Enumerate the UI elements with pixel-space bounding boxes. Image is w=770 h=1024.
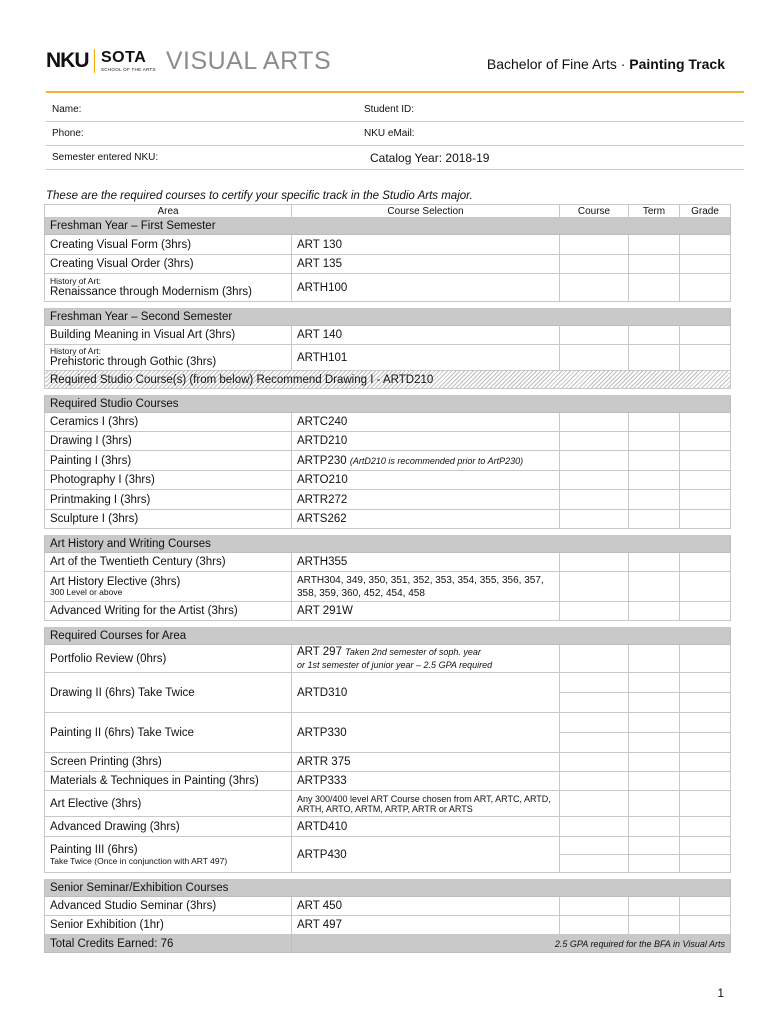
- table-row: [45, 572, 731, 602]
- term-input[interactable]: [629, 916, 680, 935]
- course-cell: ARTR 375: [292, 753, 560, 772]
- course-input[interactable]: [560, 713, 629, 753]
- table-row: [45, 772, 731, 791]
- course-cell: ARTH101: [292, 345, 560, 371]
- course-cell: ARTO210: [292, 471, 560, 490]
- student-info: [46, 98, 744, 170]
- course-note: Taken 2nd semester of soph. year: [345, 646, 481, 657]
- name-field[interactable]: Name:: [52, 104, 82, 115]
- col-course: Course: [560, 205, 629, 218]
- logo-divider: [94, 49, 96, 73]
- area-label: Renaissance through Modernism (3hrs): [50, 286, 252, 298]
- area-cell: Materials & Techniques in Painting (3hrs): [45, 772, 292, 791]
- course-cell: ARTC240: [292, 413, 560, 432]
- course-note: (ArtD210 is recommended prior to ArtP230): [349, 455, 524, 466]
- term-input[interactable]: [629, 451, 680, 471]
- area-cell: Painting II (6hrs) Take Twice: [45, 713, 292, 753]
- col-course-selection: Course Selection: [292, 205, 560, 218]
- grade-input[interactable]: [680, 753, 731, 772]
- area-cell: Photography I (3hrs): [45, 471, 292, 490]
- area-cell: Art of the Twentieth Century (3hrs): [45, 553, 292, 572]
- course-input[interactable]: [560, 274, 629, 302]
- course-cell: ARTR272: [292, 490, 560, 510]
- term-input[interactable]: [629, 753, 680, 772]
- course-cell: ART 497: [292, 916, 560, 935]
- hatched-row: [45, 371, 731, 389]
- course-cell: ART 450: [292, 897, 560, 916]
- grade-input[interactable]: [680, 897, 731, 916]
- area-cell: Art Elective (3hrs): [45, 791, 292, 817]
- section-header: [45, 218, 731, 235]
- entry-2[interactable]: [629, 692, 680, 693]
- term-input[interactable]: [629, 791, 680, 817]
- info-row: [46, 146, 744, 170]
- table-row: [45, 274, 731, 302]
- course-cell: ARTP333: [292, 772, 560, 791]
- entry-2[interactable]: [680, 854, 731, 855]
- entry-2[interactable]: [560, 854, 629, 855]
- course-grid: [44, 204, 730, 953]
- student-id-field[interactable]: Student ID:: [364, 104, 415, 115]
- table-row: [45, 673, 731, 713]
- split-cell: [629, 854, 680, 855]
- gpa-note: 2.5 GPA required for the BFA in Visual Arts: [292, 935, 731, 953]
- term-input[interactable]: [629, 345, 680, 371]
- term-input[interactable]: [629, 490, 680, 510]
- area-sublabel: History of Art:: [50, 276, 102, 286]
- split-cell: [629, 732, 680, 733]
- area-cell: Advanced Drawing (3hrs): [45, 817, 292, 837]
- info-row: [46, 98, 744, 122]
- section-title: Freshman Year – First Semester: [45, 218, 731, 235]
- course-input[interactable]: [560, 490, 629, 510]
- course-cell: ART 130: [292, 235, 560, 255]
- area-sublabel: History of Art:: [50, 346, 102, 356]
- table-row: [45, 791, 731, 817]
- course-cell: ARTD210: [292, 432, 560, 451]
- row-gap: [45, 389, 731, 396]
- term-input[interactable]: [629, 897, 680, 916]
- grade-input[interactable]: [680, 235, 731, 255]
- gap-cell: [45, 389, 731, 396]
- entry-2[interactable]: [629, 732, 680, 733]
- track-title: [487, 56, 725, 72]
- term-input[interactable]: [629, 432, 680, 451]
- logo-sota: [101, 50, 156, 73]
- section-header: [45, 396, 731, 413]
- area-cell: Advanced Writing for the Artist (3hrs): [45, 602, 292, 621]
- section-header: [45, 536, 731, 553]
- split-cell: [680, 732, 731, 733]
- table-row: [45, 645, 731, 673]
- course-input[interactable]: [560, 572, 629, 602]
- course-table: [44, 204, 731, 953]
- course-input[interactable]: [560, 753, 629, 772]
- course-input[interactable]: [560, 255, 629, 274]
- grade-input[interactable]: [680, 645, 731, 673]
- area-cell: Advanced Studio Seminar (3hrs): [45, 897, 292, 916]
- course-input[interactable]: [560, 451, 629, 471]
- section-title: Required Studio Courses: [45, 396, 731, 413]
- course-cell: [292, 645, 560, 673]
- split-cell: [560, 732, 629, 733]
- grade-input[interactable]: [680, 791, 731, 817]
- semester-field[interactable]: Semester entered NKU:: [52, 152, 159, 163]
- area-cell: [45, 837, 292, 873]
- split-cell: [629, 692, 680, 693]
- term-input[interactable]: [629, 817, 680, 837]
- table-row: [45, 817, 731, 837]
- logo-sota-subtext: SCHOOL OF THE ARTS: [101, 66, 156, 72]
- course-cell: ART 140: [292, 326, 560, 345]
- grade-input[interactable]: [680, 916, 731, 935]
- section-header: [45, 628, 731, 645]
- total-row: [45, 935, 731, 953]
- hatched-note: Required Studio Course(s) (from below) Recommend Drawing I - ARTD210: [45, 371, 731, 389]
- course-list: ARTH304, 349, 350, 351, 352, 353, 354, 355, 356, 357, 358, 359, 360, 452, 454, 458: [297, 574, 544, 599]
- course-note: or 1st semester of junior year – 2.5 GPA required: [297, 659, 493, 670]
- gap-cell: [45, 621, 731, 628]
- course-input[interactable]: [560, 326, 629, 345]
- col-area: Area: [45, 205, 292, 218]
- course-cell: [292, 572, 560, 602]
- header-divider: [46, 91, 744, 93]
- split-cell: [680, 854, 731, 855]
- course-cell: ART 291W: [292, 602, 560, 621]
- area-sublabel: Take Twice (Once in conjunction with ART 497): [50, 855, 228, 866]
- course-input[interactable]: [560, 645, 629, 673]
- grade-input[interactable]: [680, 673, 731, 713]
- entry-2[interactable]: [680, 732, 731, 733]
- logo-sota-text: SOTA: [101, 48, 147, 66]
- course-input[interactable]: [560, 837, 629, 873]
- area-cell: Drawing I (3hrs): [45, 432, 292, 451]
- table-row: [45, 602, 731, 621]
- table-row: [45, 510, 731, 529]
- area-cell: Senior Exhibition (1hr): [45, 916, 292, 935]
- table-row: [45, 490, 731, 510]
- course-input[interactable]: [560, 471, 629, 490]
- term-input[interactable]: [629, 602, 680, 621]
- course-input[interactable]: [560, 772, 629, 791]
- gap-cell: [45, 529, 731, 536]
- course-input[interactable]: [560, 510, 629, 529]
- course-cell: ARTP430: [292, 837, 560, 873]
- table-row: [45, 255, 731, 274]
- table-row: [45, 471, 731, 490]
- col-term: Term: [629, 205, 680, 218]
- grade-input[interactable]: [680, 553, 731, 572]
- area-label: Painting III (6hrs): [50, 843, 138, 856]
- row-gap: [45, 529, 731, 536]
- course-input[interactable]: [560, 553, 629, 572]
- section-title: Senior Seminar/Exhibition Courses: [45, 880, 731, 897]
- course-cell: ARTH355: [292, 553, 560, 572]
- term-input[interactable]: [629, 837, 680, 873]
- table-row: [45, 326, 731, 345]
- section-header: [45, 880, 731, 897]
- course-input[interactable]: [560, 602, 629, 621]
- page-number: 1: [717, 986, 724, 1000]
- area-cell: Painting I (3hrs): [45, 451, 292, 471]
- grade-input[interactable]: [680, 471, 731, 490]
- grade-input[interactable]: [680, 326, 731, 345]
- table-row: [45, 451, 731, 471]
- area-cell: [45, 345, 292, 371]
- course-input[interactable]: [560, 791, 629, 817]
- term-input[interactable]: [629, 326, 680, 345]
- grade-input[interactable]: [680, 490, 731, 510]
- info-row: [46, 122, 744, 146]
- table-row: [45, 345, 731, 371]
- logo-nku: NKU: [46, 49, 89, 72]
- entry-2[interactable]: [680, 692, 731, 693]
- course-cell: ARTS262: [292, 510, 560, 529]
- grade-input[interactable]: [680, 713, 731, 753]
- section-title: Art History and Writing Courses: [45, 536, 731, 553]
- term-input[interactable]: [629, 673, 680, 713]
- course-code: ART 297: [297, 645, 342, 658]
- course-input[interactable]: [560, 345, 629, 371]
- area-sublabel: 300 Level or above: [50, 587, 123, 597]
- grade-input[interactable]: [680, 345, 731, 371]
- area-cell: Sculpture I (3hrs): [45, 510, 292, 529]
- grade-input[interactable]: [680, 572, 731, 602]
- email-field[interactable]: NKU eMail:: [364, 128, 415, 139]
- area-cell: Portfolio Review (0hrs): [45, 645, 292, 673]
- course-cell: ARTD310: [292, 673, 560, 713]
- section-header: [45, 309, 731, 326]
- track-name: Painting Track: [629, 56, 725, 72]
- table-row: [45, 837, 731, 873]
- term-input[interactable]: [629, 274, 680, 302]
- grade-input[interactable]: [680, 413, 731, 432]
- gap-cell: [45, 873, 731, 880]
- course-code: ARTP230: [297, 454, 347, 467]
- row-gap: [45, 873, 731, 880]
- course-cell: [292, 451, 560, 471]
- table-row: [45, 413, 731, 432]
- course-cell: ARTH100: [292, 274, 560, 302]
- grade-input[interactable]: [680, 451, 731, 471]
- grade-input[interactable]: [680, 255, 731, 274]
- term-input[interactable]: [629, 471, 680, 490]
- area-label: Art History Elective (3hrs): [50, 576, 181, 588]
- section-title: Freshman Year – Second Semester: [45, 309, 731, 326]
- total-credits: Total Credits Earned: 76: [45, 935, 292, 953]
- row-gap: [45, 621, 731, 628]
- grade-input[interactable]: [680, 772, 731, 791]
- catalog-year: Catalog Year: 2018-19: [370, 151, 490, 165]
- area-label: Prehistoric through Gothic (3hrs): [50, 356, 217, 368]
- intro-text: These are the required courses to certify your specific track in the Studio Arts major.: [46, 190, 473, 202]
- term-input[interactable]: [629, 645, 680, 673]
- course-cell: ARTP330: [292, 713, 560, 753]
- col-grade: Grade: [680, 205, 731, 218]
- grade-input[interactable]: [680, 510, 731, 529]
- course-input[interactable]: [560, 673, 629, 713]
- course-cell: Any 300/400 level ART Course chosen from ART, ARTC, ARTD, ARTH, ARTO, ARTM, ARTP, ARTR or ARTS: [292, 791, 560, 817]
- split-cell: [560, 854, 629, 855]
- course-input[interactable]: [560, 817, 629, 837]
- term-input[interactable]: [629, 413, 680, 432]
- table-row: [45, 753, 731, 772]
- section-title: Required Courses for Area: [45, 628, 731, 645]
- grade-input[interactable]: [680, 817, 731, 837]
- term-input[interactable]: [629, 713, 680, 753]
- track-prefix: Bachelor of Fine Arts ·: [486, 56, 630, 72]
- course-input[interactable]: [560, 235, 629, 255]
- course-input[interactable]: [560, 916, 629, 935]
- course-cell: ARTD410: [292, 817, 560, 837]
- course-cell: ART 135: [292, 255, 560, 274]
- table-row: [45, 553, 731, 572]
- term-input[interactable]: [629, 572, 680, 602]
- table-header: [45, 205, 731, 218]
- grade-input[interactable]: [680, 837, 731, 873]
- area-cell: Building Meaning in Visual Art (3hrs): [45, 326, 292, 345]
- table-row: [45, 713, 731, 753]
- entry-2[interactable]: [629, 854, 680, 855]
- term-input[interactable]: [629, 235, 680, 255]
- area-cell: Screen Printing (3hrs): [45, 753, 292, 772]
- split-cell: [680, 692, 731, 693]
- term-input[interactable]: [629, 553, 680, 572]
- split-cell: [560, 692, 629, 693]
- table-row: [45, 916, 731, 935]
- nku-sota-logo: [46, 48, 331, 74]
- course-input[interactable]: [560, 897, 629, 916]
- table-row: [45, 235, 731, 255]
- entry-2[interactable]: [560, 732, 629, 733]
- area-cell: [45, 274, 292, 302]
- course-input[interactable]: [560, 413, 629, 432]
- area-cell: Creating Visual Form (3hrs): [45, 235, 292, 255]
- area-cell: Creating Visual Order (3hrs): [45, 255, 292, 274]
- logo-visual-arts: VISUAL ARTS: [165, 46, 332, 75]
- row-gap: [45, 302, 731, 309]
- area-cell: [45, 572, 292, 602]
- gap-cell: [45, 302, 731, 309]
- area-cell: Printmaking I (3hrs): [45, 490, 292, 510]
- phone-field[interactable]: Phone:: [52, 128, 84, 139]
- term-input[interactable]: [629, 772, 680, 791]
- term-input[interactable]: [629, 255, 680, 274]
- term-input[interactable]: [629, 510, 680, 529]
- course-input[interactable]: [560, 432, 629, 451]
- grade-input[interactable]: [680, 432, 731, 451]
- table-row: [45, 432, 731, 451]
- grade-input[interactable]: [680, 602, 731, 621]
- area-cell: Drawing II (6hrs) Take Twice: [45, 673, 292, 713]
- grade-input[interactable]: [680, 274, 731, 302]
- table-row: [45, 897, 731, 916]
- area-cell: Ceramics I (3hrs): [45, 413, 292, 432]
- entry-2[interactable]: [560, 692, 629, 693]
